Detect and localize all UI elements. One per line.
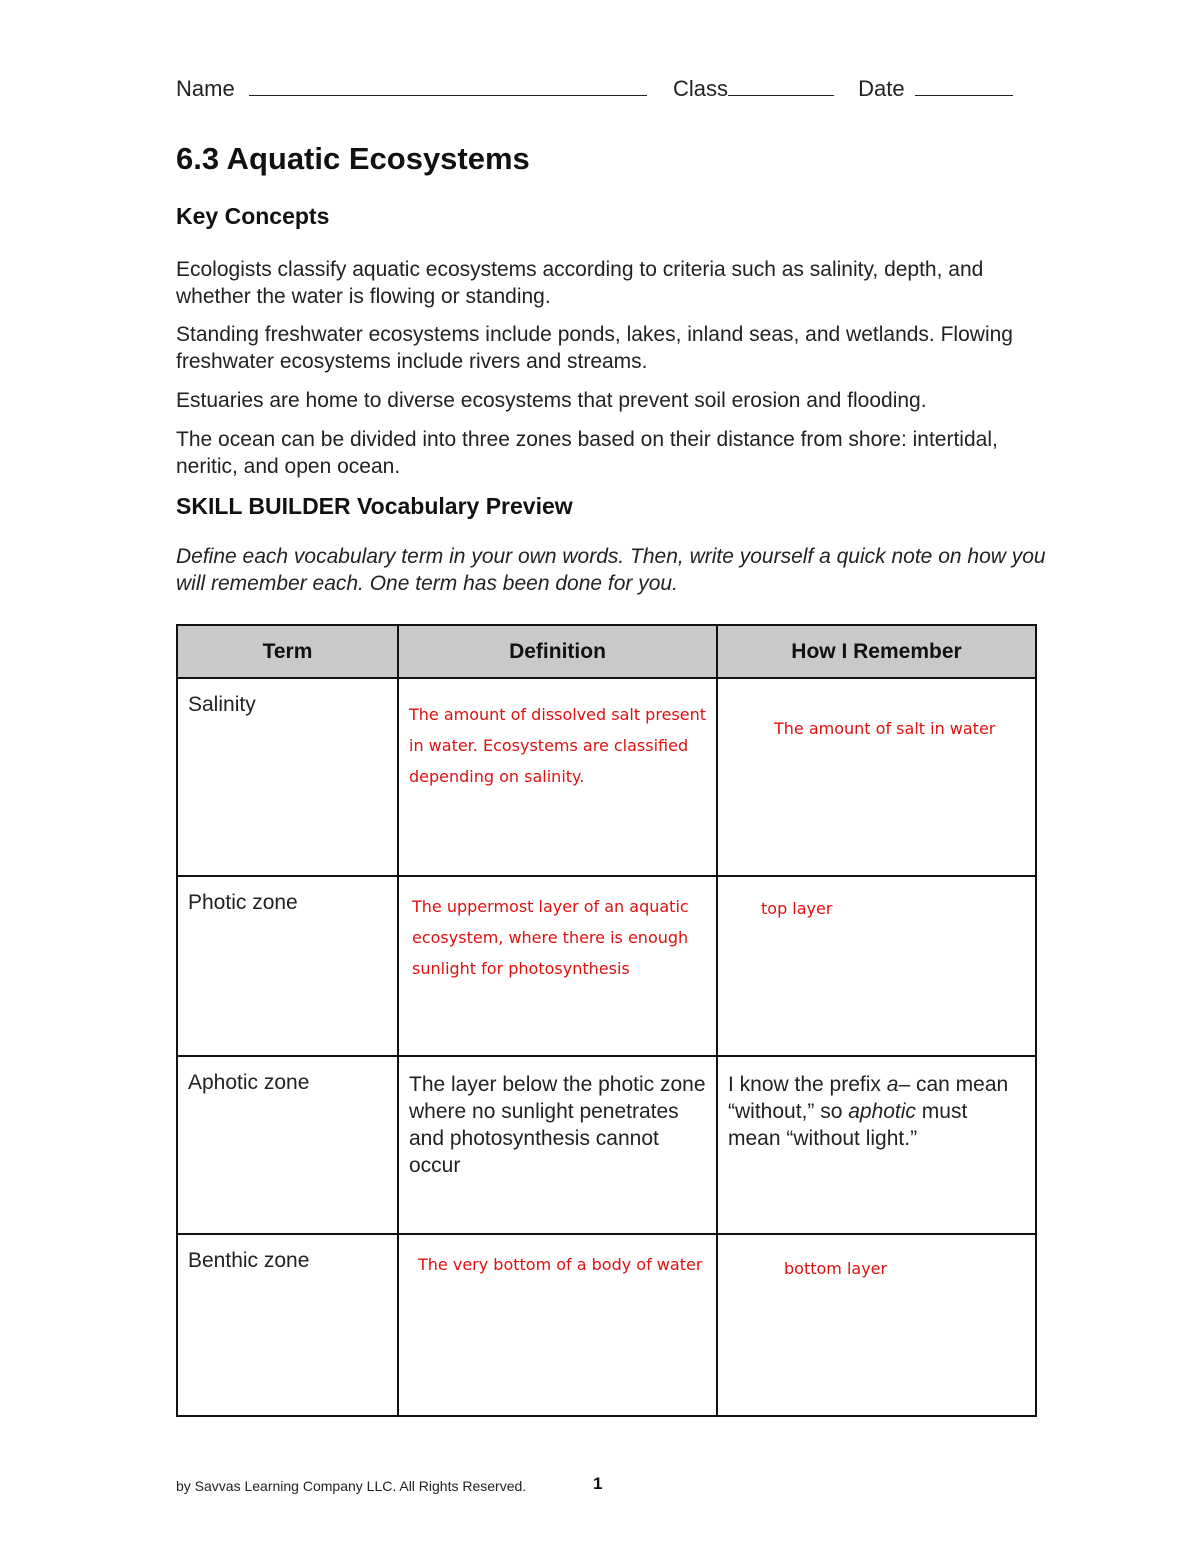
- page-number: 1: [593, 1474, 603, 1493]
- class-label: Class: [672, 76, 728, 101]
- skill-builder-heading: SKILL BUILDER Vocabulary Preview: [176, 493, 573, 519]
- date-label: Date: [858, 76, 905, 101]
- instructions-text: Define each vocabulary term in your own words. Then, write yourself a quick note on how you will remember each. One term has been done for you.: [176, 545, 1046, 595]
- term-cell: Photic zone: [177, 876, 398, 1056]
- class-blank: [728, 77, 834, 96]
- term-cell: Benthic zone: [177, 1234, 398, 1416]
- term-cell: Salinity: [177, 678, 398, 876]
- remember-cell[interactable]: [717, 876, 1036, 1056]
- key-concepts-heading: Key Concepts: [176, 203, 330, 229]
- handwritten-definition-line: The amount of dissolved salt present: [409, 705, 706, 724]
- remember-cell: I know the prefix a– can mean “without,” so aphotic must mean “without light.”: [717, 1056, 1036, 1234]
- handwritten-remember-note: The amount of salt in water: [774, 719, 996, 738]
- term-cell: Aphotic zone: [177, 1056, 398, 1234]
- table-row: [177, 1056, 1036, 1234]
- definition-cell[interactable]: [398, 876, 717, 1056]
- remember-cell[interactable]: [717, 678, 1036, 876]
- handwritten-definition-line: The very bottom of a body of water: [418, 1255, 703, 1274]
- concept-paragraph-1: Ecologists classify aquatic ecosystems according to criteria such as salinity, depth, and whether the water is flowing or standing.: [176, 258, 984, 308]
- handwritten-definition-line: sunlight for photosynthesis: [412, 959, 630, 978]
- definition-cell[interactable]: [398, 678, 717, 876]
- handwritten-definition-line: The uppermost layer of an aquatic: [412, 897, 689, 916]
- table-row: [177, 678, 1036, 876]
- header-term: Term: [177, 625, 398, 678]
- name-label: Name: [176, 76, 235, 101]
- definition-cell[interactable]: [398, 1234, 717, 1416]
- concept-paragraph-4: The ocean can be divided into three zones based on their distance from shore: intertidal, neritic, and open ocean.: [176, 428, 998, 478]
- definition-cell: The layer below the photic zone where no sunlight penetrates and photosynthesis cannot occur: [398, 1056, 717, 1234]
- header-fields: [176, 76, 1013, 102]
- vocabulary-table: [176, 624, 1037, 1417]
- date-blank: [915, 77, 1013, 96]
- footer-copyright: by Savvas Learning Company LLC. All Rights Reserved.: [176, 1478, 527, 1494]
- page-title: 6.3 Aquatic Ecosystems: [176, 141, 530, 176]
- header-how-i-remember: How I Remember: [717, 625, 1036, 678]
- name-blank: [249, 77, 647, 96]
- handwritten-remember-note: top layer: [761, 899, 833, 918]
- table-row: [177, 876, 1036, 1056]
- handwritten-definition-line: in water. Ecosystems are classified: [409, 736, 689, 755]
- handwritten-definition-line: depending on salinity.: [409, 767, 585, 786]
- header-definition: Definition: [398, 625, 717, 678]
- table-header-row: [177, 625, 1036, 678]
- handwritten-definition-line: ecosystem, where there is enough: [412, 928, 689, 947]
- handwritten-remember-note: bottom layer: [784, 1259, 888, 1278]
- concept-paragraph-3: Estuaries are home to diverse ecosystems that prevent soil erosion and flooding.: [176, 389, 927, 412]
- remember-cell[interactable]: [717, 1234, 1036, 1416]
- table-row: [177, 1234, 1036, 1416]
- concept-paragraph-2: Standing freshwater ecosystems include ponds, lakes, inland seas, and wetlands. Flowing freshwater ecosystems include rivers and streams.: [176, 323, 1013, 373]
